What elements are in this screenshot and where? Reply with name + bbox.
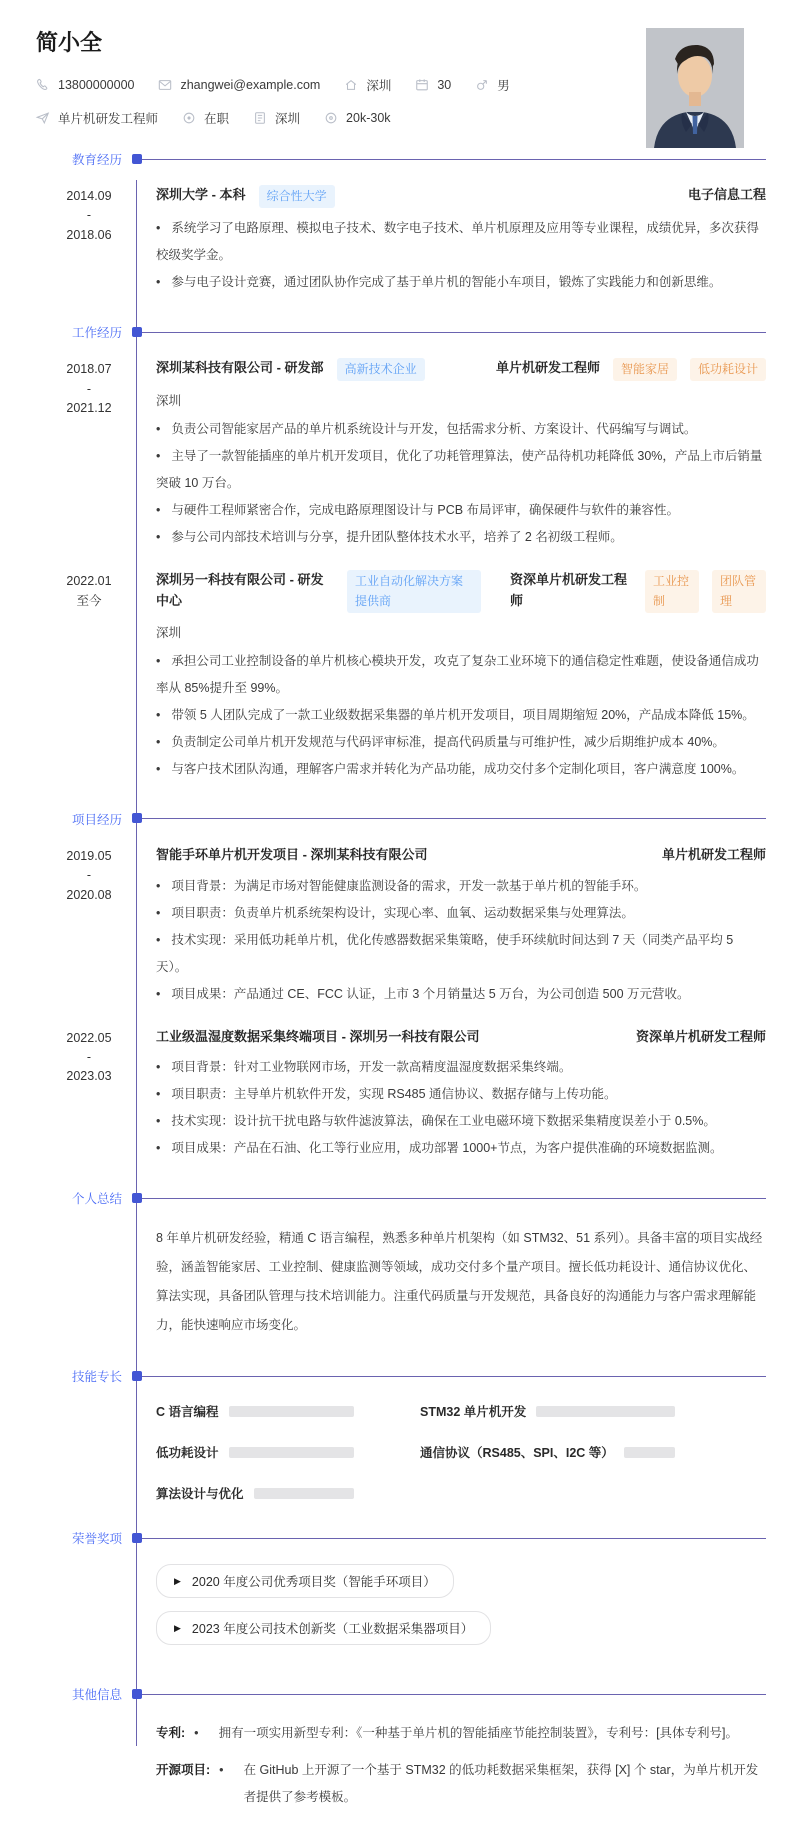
section-title-work: 工作经历 <box>71 326 122 341</box>
skill-item <box>420 1402 675 1420</box>
work-entry-body <box>137 358 794 551</box>
bullet-item: • 项目职责：主导单片机软件开发，实现 RS485 通信协议、数据存储与上传功能。 <box>156 1087 617 1102</box>
work-entry-body <box>137 570 794 782</box>
bullet-dot: • <box>156 986 161 1001</box>
project-role: 单片机研发工程师 <box>661 846 766 862</box>
section-work <box>0 323 794 783</box>
work-entry-2 <box>0 570 794 782</box>
other-text: 拥有一项实用新型专利：《一种基于单片机的智能插座节能控制装置》，专利号：[具体专利号]。 <box>218 1726 739 1741</box>
section-rule <box>137 1198 766 1199</box>
gender-icon <box>475 78 489 92</box>
skill-bar-track <box>536 1406 675 1417</box>
contact-gender <box>475 76 510 94</box>
timeline-marker <box>132 327 142 337</box>
project-bullets <box>156 1054 766 1162</box>
education-section-header <box>0 150 794 168</box>
bullet-item: • 项目背景：针对工业物联网市场，开发一款高精度温湿度数据采集终端。 <box>156 1060 572 1075</box>
home-icon <box>344 78 358 92</box>
work-entry-1 <box>0 358 794 551</box>
date-separator: - <box>86 381 92 396</box>
skill-bar-track <box>229 1406 354 1417</box>
candidate-name: 简小全 <box>36 30 103 55</box>
position-title: 单片机研发工程师 <box>495 360 600 376</box>
project-entry-head <box>156 845 766 866</box>
section-title-education: 教育经历 <box>71 153 122 167</box>
bullet-item: • 技术实现：设计抗干扰电路与软件滤波算法，确保在工业电磁环境下数据采集精度误差小于 0.5%。 <box>156 1114 716 1129</box>
other-rows <box>137 1720 794 1821</box>
section-title-projects: 项目经历 <box>71 812 122 827</box>
company-group <box>156 358 425 381</box>
summary-section-header <box>0 1189 794 1207</box>
bullet-item: • 项目成果：产品通过 CE、FCC 认证，上市 3 个月销量达 5 万台，为公司创造 500 万元营收。 <box>156 986 690 1001</box>
entry-date <box>49 570 129 611</box>
other-label: 专利: <box>156 1726 186 1741</box>
bullet-dot: • <box>156 221 161 236</box>
bullet-item: • 承担公司工业控制设备的单片机核心模块开发，攻克了复杂工业环境下的通信稳定性难题，使设备通信成功率从 85%提升至 99%。 <box>156 653 759 695</box>
skill-item <box>156 1484 354 1502</box>
date-from: 2018.07 <box>66 362 112 377</box>
entry-date <box>49 1027 129 1087</box>
bullet-item: • 带领 5 人团队完成了一款工业级数据采集器的单片机开发项目，项目周期缩短 20%，产品成本降低 15%。 <box>156 707 755 722</box>
timeline-marker <box>132 1193 142 1203</box>
date-separator: - <box>86 868 92 883</box>
mail-icon <box>158 78 172 92</box>
contact-salary <box>324 111 390 125</box>
education-entry <box>0 185 794 296</box>
other-row-patent <box>156 1720 766 1747</box>
bullet-dot: • <box>156 503 161 518</box>
play-icon: ▶ <box>174 1575 181 1586</box>
school-name: 深圳大学 - 本科 <box>156 187 246 202</box>
awards-section-header <box>0 1529 794 1547</box>
work-entry-head <box>156 358 766 381</box>
skill-tag: 低功耗设计 <box>690 358 766 381</box>
skill-label: 通信协议（RS485、SPI、I2C 等） <box>420 1446 614 1461</box>
phone-icon <box>36 78 50 92</box>
skills-section-header <box>0 1367 794 1385</box>
skill-item <box>420 1443 675 1461</box>
profile-photo <box>646 28 744 148</box>
status-icon <box>182 111 196 125</box>
other-row-opensource <box>156 1757 766 1811</box>
salary-value: 20k-30k <box>346 111 391 125</box>
project-title: 工业级温湿度数据采集终端项目 - 深圳另一科技有限公司 <box>156 1028 480 1044</box>
bullet-item: • 项目背景：为满足市场对智能健康监测设备的需求，开发一款基于单片机的智能手环。 <box>156 878 647 893</box>
timeline-marker <box>132 154 142 164</box>
contact-city <box>253 109 300 127</box>
bullet-dot: • <box>156 1087 161 1102</box>
project-entry-head <box>156 1027 766 1048</box>
skill-bar-track <box>624 1447 675 1458</box>
education-entry-head <box>156 185 766 208</box>
position-value: 单片机研发工程师 <box>58 112 159 126</box>
bullet-item: • 参与公司内部技术培训与分享，提升团队整体技术水平，培养了 2 名初级工程师。 <box>156 530 623 545</box>
section-rule <box>137 1694 766 1695</box>
project-role: 资深单片机研发工程师 <box>635 1028 766 1044</box>
bullet-item: • 负责制定公司单片机开发规范与代码评审标准，提高代码质量与可维护性，减少后期维护成本 40%。 <box>156 734 725 749</box>
bullet-dot: • <box>156 932 161 947</box>
work-section-header <box>0 323 794 341</box>
project-bullets <box>156 873 766 1008</box>
skill-item <box>156 1443 354 1461</box>
salary-icon <box>324 111 338 125</box>
date-from: 2022.05 <box>66 1030 112 1045</box>
bullet-item: • 主导了一款智能插座的单片机开发项目，优化了功耗管理算法，使产品待机功耗降低 30%，产品上市后销量突破 10 万台。 <box>156 449 763 491</box>
other-text: 在 GitHub 上开源了一个基于 STM32 的低功耗数据采集框架，获得 [X] 个 star，为单片机开发者提供了参考模板。 <box>243 1763 759 1805</box>
section-other <box>0 1685 794 1821</box>
skill-tag: 智能家居 <box>613 358 677 381</box>
section-awards <box>0 1529 794 1658</box>
position-title: 资深单片机研发工程师 <box>510 572 628 609</box>
gender-value: 男 <box>497 79 510 93</box>
education-bullets <box>156 215 766 296</box>
skills-grid <box>137 1402 794 1502</box>
bullet-item: • 项目成果：产品在石油、化工等行业应用，成功部署 1000+节点，为客户提供准确的环境数据监测。 <box>156 1141 723 1156</box>
status-value: 在职 <box>204 112 230 126</box>
bullet-dot: • <box>194 1726 199 1741</box>
section-rule <box>137 1538 766 1539</box>
work-location: 深圳 <box>156 394 182 409</box>
school-group <box>156 185 335 208</box>
location-value: 深圳 <box>366 79 392 93</box>
skills-block <box>0 1402 794 1502</box>
company-badge: 工业自动化解决方案提供商 <box>347 570 481 612</box>
skill-bar-track <box>229 1447 354 1458</box>
other-section-header <box>0 1685 794 1703</box>
award-text: 2023 年度公司技术创新奖（工业数据采集器项目） <box>191 1622 474 1637</box>
date-to: 2021.12 <box>66 400 112 415</box>
phone-value: 13800000000 <box>58 78 135 92</box>
contact-phone <box>36 78 134 92</box>
bullet-item: • 项目职责：负责单片机系统架构设计，实现心率、血氧、运动数据采集与处理算法。 <box>156 905 634 920</box>
award-line <box>156 1611 794 1645</box>
award-text: 2020 年度公司优秀项目奖（智能手环项目） <box>191 1575 436 1590</box>
bullet-item: • 与硬件工程师紧密合作，完成电路原理图设计与 PCB 布局评审，确保硬件与软件的兼容性。 <box>156 503 680 518</box>
position-group <box>496 358 766 381</box>
section-title-skills: 技能专长 <box>71 1370 122 1385</box>
skill-tag: 团队管理 <box>712 570 766 612</box>
entry-date <box>49 185 129 245</box>
bullet-item: • 负责公司智能家居产品的单片机系统设计与开发，包括需求分析、方案设计、代码编写与调试。 <box>156 422 697 437</box>
company-badge: 高新技术企业 <box>337 358 425 381</box>
bullet-dot: • <box>156 707 161 722</box>
date-from: 2022.01 <box>66 574 112 589</box>
other-label: 开源项目: <box>156 1763 211 1778</box>
contact-status <box>182 109 229 127</box>
position-group <box>510 570 766 612</box>
bullet-dot: • <box>156 1114 161 1129</box>
award-line <box>156 1564 794 1598</box>
education-entry-body <box>137 185 794 296</box>
bullet-dot: • <box>156 275 161 290</box>
section-rule <box>137 332 766 333</box>
bullet-dot: • <box>156 734 161 749</box>
email-value: zhangwei@example.com <box>180 78 321 92</box>
award-pill[interactable] <box>156 1611 491 1645</box>
age-icon <box>415 78 429 92</box>
project-entry-2 <box>0 1027 794 1163</box>
section-projects <box>0 810 794 1163</box>
work-location: 深圳 <box>156 625 182 640</box>
contact-age <box>415 78 451 92</box>
skill-label: STM32 单片机开发 <box>420 1405 527 1420</box>
bullet-dot: • <box>219 1763 224 1778</box>
date-separator: - <box>86 1049 92 1064</box>
award-pill[interactable] <box>156 1564 454 1598</box>
section-rule <box>137 159 766 160</box>
project-title: 智能手环单片机开发项目 - 深圳某科技有限公司 <box>156 846 428 862</box>
timeline-marker <box>132 813 142 823</box>
date-from: 2019.05 <box>66 848 112 863</box>
date-to: 2018.06 <box>66 227 112 242</box>
age-value: 30 <box>437 78 452 92</box>
bullet-dot: • <box>156 761 161 776</box>
entry-date <box>49 358 129 418</box>
entry-date <box>49 845 129 905</box>
bullet-dot: • <box>156 1141 161 1156</box>
company-group <box>156 570 481 612</box>
awards-list <box>137 1564 794 1658</box>
play-icon: ▶ <box>174 1622 181 1633</box>
section-rule <box>137 818 766 819</box>
resume-body <box>0 150 794 1821</box>
other-block <box>0 1720 794 1821</box>
bullet-dot: • <box>156 653 161 668</box>
bullet-dot: • <box>156 422 161 437</box>
skill-bar-track <box>254 1488 354 1499</box>
project-entry-1 <box>0 845 794 1008</box>
bullet-item: • 系统学习了电路原理、模拟电子技术、数字电子技术、单片机原理及应用等专业课程，成绩优异，多次获得校级奖学金。 <box>156 221 759 263</box>
contact-location <box>344 76 391 94</box>
skill-label: C 语言编程 <box>156 1405 219 1420</box>
work-entry-head <box>156 570 766 612</box>
date-to: 2020.08 <box>66 887 112 902</box>
section-skills <box>0 1367 794 1502</box>
bullet-dot: • <box>156 449 161 464</box>
bullet-item: • 参与电子设计竞赛，通过团队协作完成了基于单片机的智能小车项目，锻炼了实践能力和创新思维。 <box>156 275 722 290</box>
company-name: 深圳另一科技有限公司 - 研发中心 <box>156 572 324 609</box>
date-to: 2023.03 <box>66 1069 112 1084</box>
skill-item <box>156 1402 354 1420</box>
major-name: 电子信息工程 <box>687 187 766 202</box>
company-name: 深圳某科技有限公司 - 研发部 <box>156 360 324 376</box>
date-from: 2014.09 <box>66 189 112 203</box>
summary-block <box>0 1224 794 1340</box>
project-entry-body <box>137 1027 794 1163</box>
timeline-marker <box>132 1371 142 1381</box>
date-to: 至今 <box>76 593 102 608</box>
city-value: 深圳 <box>275 112 301 126</box>
bullet-dot: • <box>156 905 161 920</box>
city-icon <box>253 111 267 125</box>
bullet-item: • 技术实现：采用低功耗单片机，优化传感器数据采集策略，使手环续航时间达到 7 天（同类产品平均 5 天）。 <box>156 932 734 974</box>
bullet-dot: • <box>156 530 161 545</box>
timeline-marker <box>132 1533 142 1543</box>
timeline-marker <box>132 1689 142 1699</box>
section-title-other: 其他信息 <box>71 1688 122 1703</box>
contact-email <box>158 78 320 92</box>
project-entry-body <box>137 845 794 1008</box>
bullet-dot: • <box>156 878 161 893</box>
summary-text: 8 年单片机研发经验，精通 C 语言编程，熟悉多种单片机架构（如 STM32、51 系列）。具备丰富的项目实战经验，涵盖智能家居、工业控制、健康监测等领域，成功交付多个量产项目。擅长低功耗设计、通信协议优化、算法实现，具备团队管理与技术培训能力。注重代码质量与开发规范，具备良好的沟通能力与客户需求理解能力，能快速响应市场变化。 <box>156 1231 763 1333</box>
work-bullets <box>156 416 766 551</box>
position-icon <box>36 111 50 125</box>
section-title-awards: 荣誉奖项 <box>71 1532 122 1547</box>
bullet-item: • 与客户技术团队沟通，理解客户需求并转化为产品功能，成功交付多个定制化项目，客户满意度 100%。 <box>156 761 745 776</box>
skill-label: 低功耗设计 <box>156 1446 219 1461</box>
projects-section-header <box>0 810 794 828</box>
section-summary <box>0 1189 794 1340</box>
skill-label: 算法设计与优化 <box>156 1487 244 1502</box>
work-bullets <box>156 648 766 783</box>
section-rule <box>137 1376 766 1377</box>
contact-position <box>36 109 158 127</box>
school-badge: 综合性大学 <box>259 185 335 208</box>
date-separator: - <box>86 208 92 223</box>
skill-tag: 工业控制 <box>645 570 699 612</box>
bullet-dot: • <box>156 1060 161 1075</box>
section-title-summary: 个人总结 <box>71 1192 122 1207</box>
section-education <box>0 150 794 296</box>
awards-block <box>0 1564 794 1658</box>
